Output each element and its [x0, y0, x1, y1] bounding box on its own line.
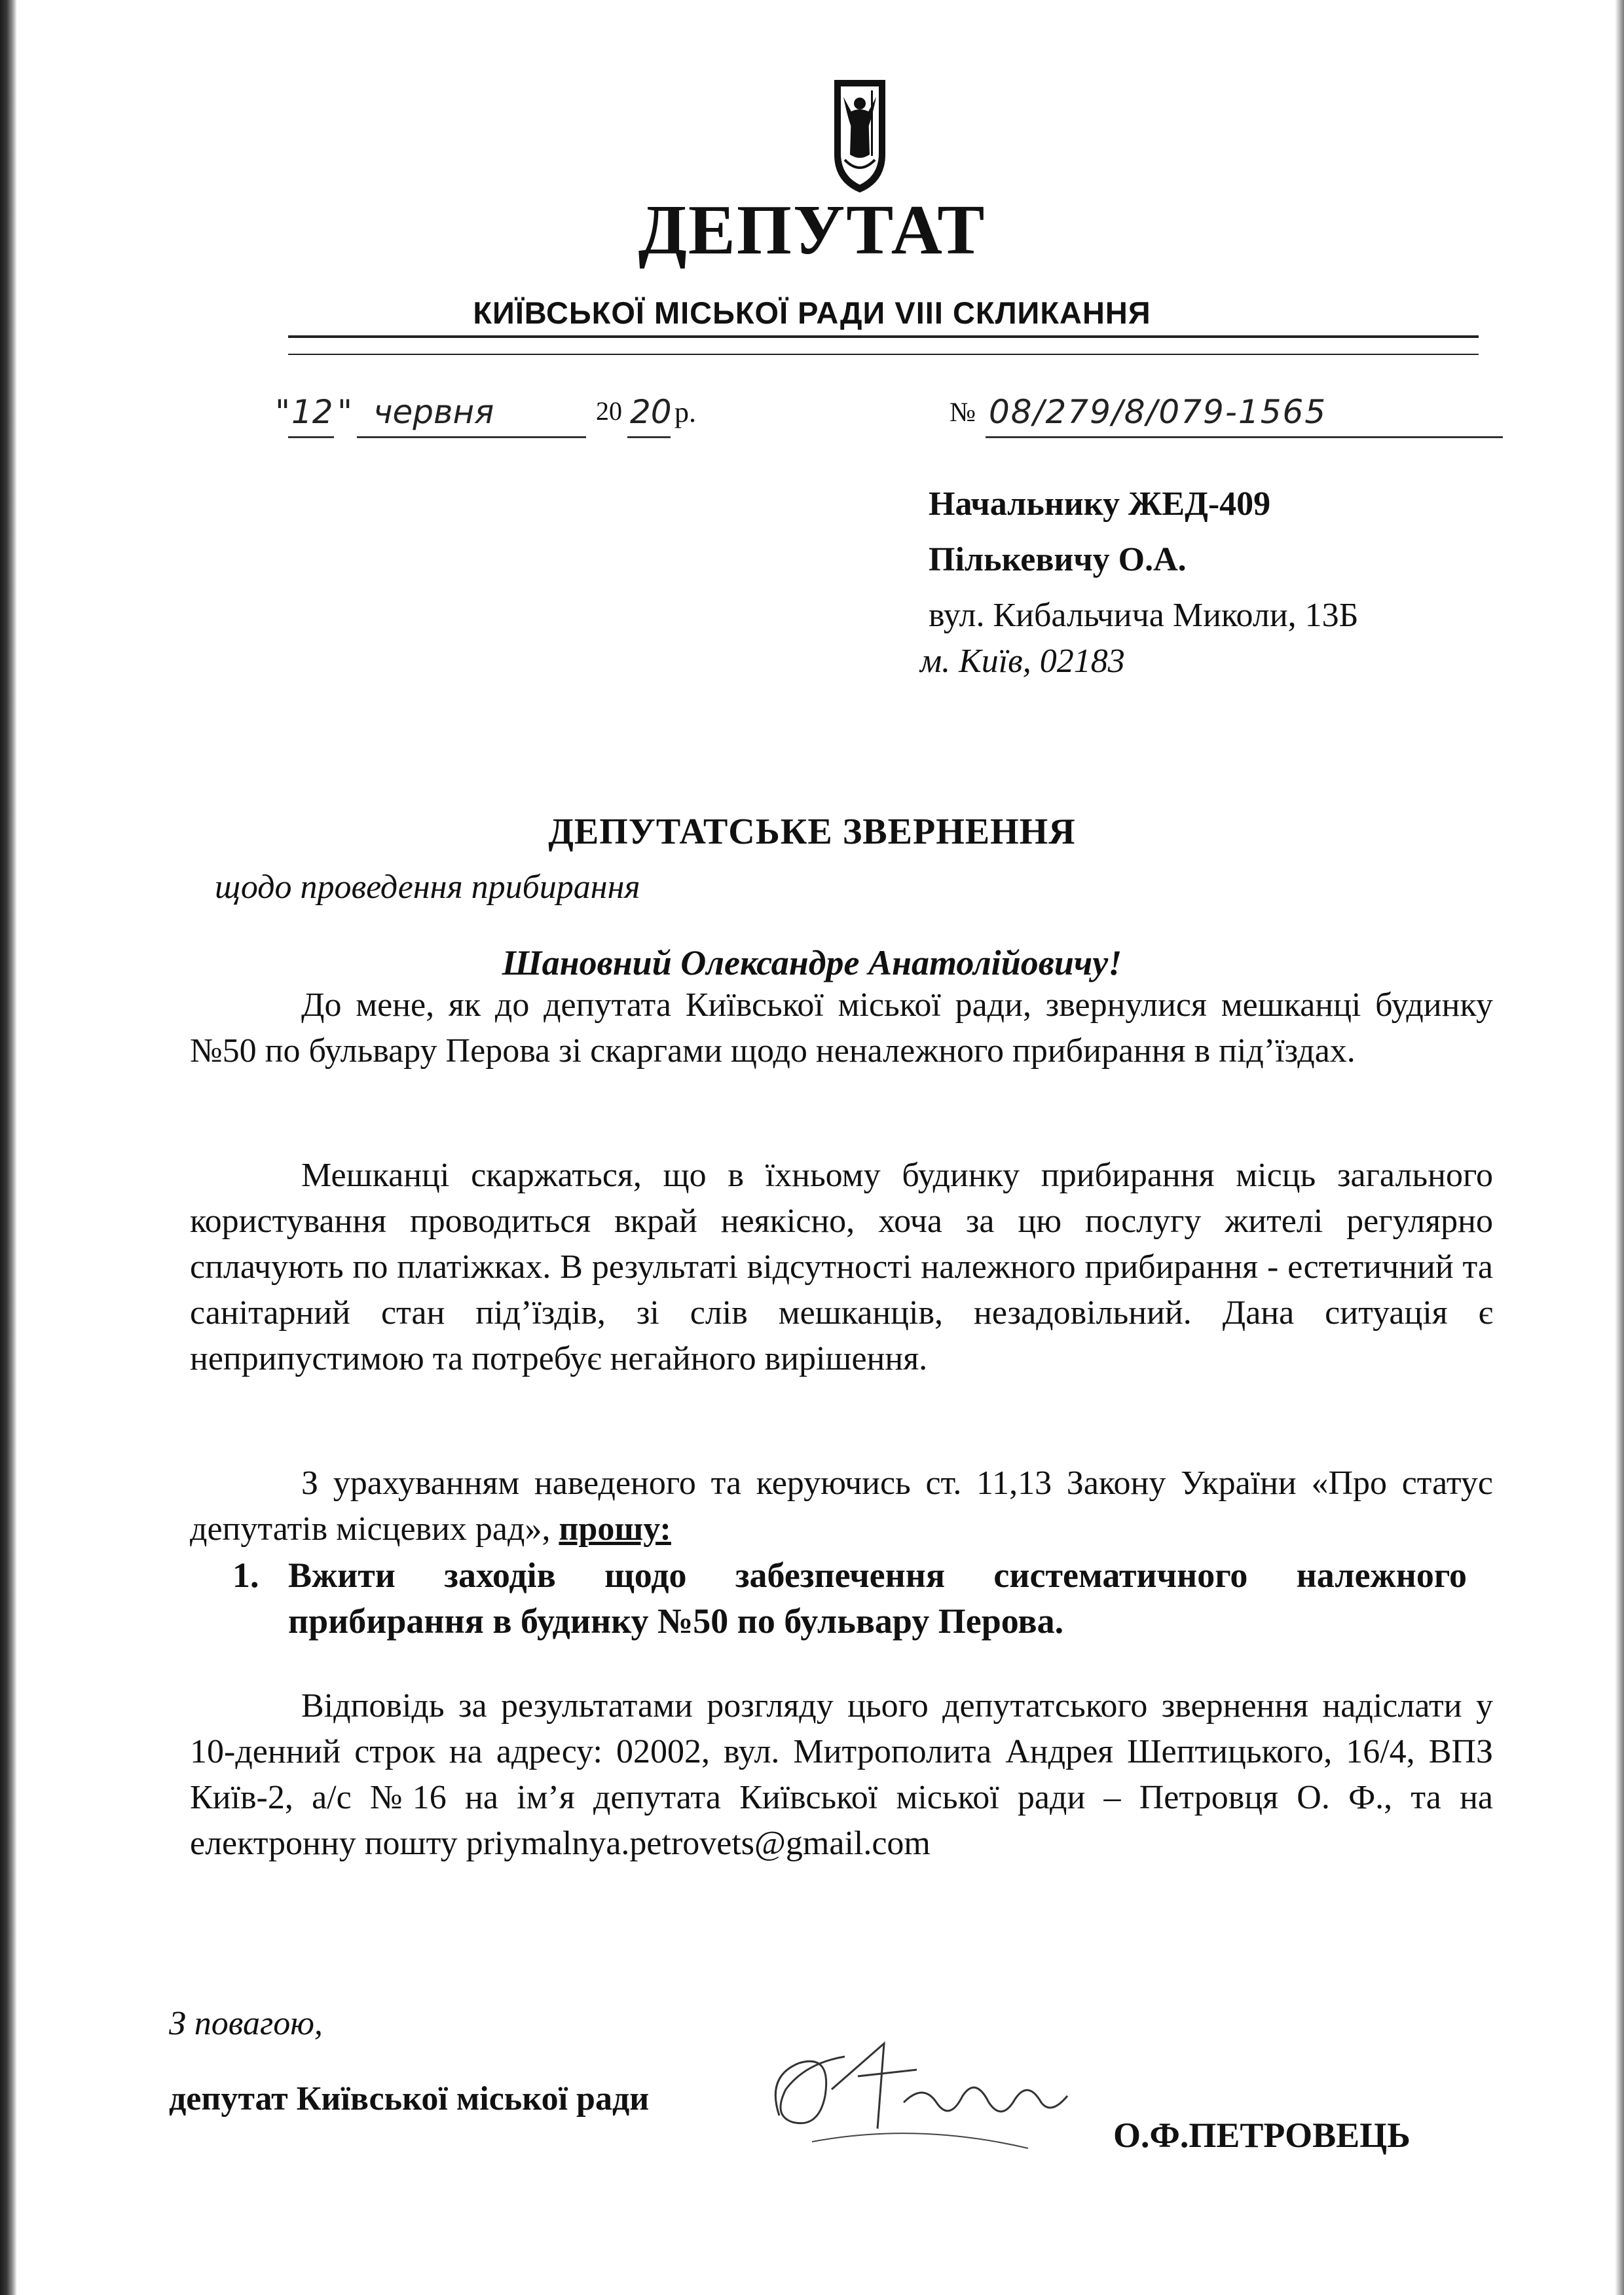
date-year-suffix: 20 [630, 393, 672, 431]
handwritten-signature [753, 2017, 1094, 2174]
date-year-mark: р. [674, 396, 696, 428]
addressee-position: Начальнику ЖЕД-409 [929, 485, 1271, 523]
header-rule-thick [288, 335, 1479, 338]
paragraph-3-text: З урахуванням наведеного та керуючись ст. 11,13 Закону України «Про статус депутатів місцевих рад», [190, 1465, 1493, 1548]
addressee-street: вул. Кибальчича Миколи, 13Б [929, 597, 1359, 634]
reference-underline [986, 436, 1503, 438]
date-close-quote: " [337, 393, 352, 431]
date-month-underline [357, 436, 586, 438]
date-day-underline [288, 436, 334, 438]
paragraph-4: Відповідь за результатами розгляду цього депутатського звернення надіслати у 10-денний строк на адресу: 02002, вул. Митрополита Андрея Шептицького, 16/4, ВПЗ Київ-2, а/с №16 на ім’я депутата Київської міської ради – Петровця О. Ф., та на електронну пошту priymalnya.petrovets@gmail.com [190, 1687, 1493, 1862]
request-label: прошу: [559, 1510, 671, 1548]
list-item-number: 1. [232, 1556, 259, 1595]
scan-edge-left [0, 0, 17, 2295]
kyiv-coat-of-arms-icon [832, 77, 888, 195]
date-month: червня [373, 393, 494, 431]
header-rule-thin [288, 354, 1479, 355]
date-year-prefix: 20 [596, 396, 622, 426]
signature-name: О.Ф.ПЕТРОВЕЦЬ [1113, 2116, 1411, 2155]
document-title: ДЕПУТАТСЬКЕ ЗВЕРНЕННЯ [548, 812, 1076, 852]
addressee-name: Пількевичу О.А. [929, 541, 1187, 578]
signature-regards: З повагою, [169, 2005, 323, 2042]
list-item: Вжити заходів щодо забезпечення систематичного належного прибирання в будинку №50 по бульвару Перова. [288, 1556, 1467, 1641]
date-open-quote: " [275, 393, 290, 431]
paragraph-3 [190, 1461, 1493, 1552]
date-day: 12 [291, 393, 333, 431]
reference-number: 08/279/8/079-1565 [989, 393, 1327, 431]
paragraph-1: До мене, як до депутата Київської міської ради, звернулися мешканці будинку №50 по бульвару Перова зі скаргами щодо неналежного прибирання в під’їздах. [190, 986, 1493, 1070]
header-subtitle: КИЇВСЬКОЇ МІСЬКОЇ РАДИ VIII СКЛИКАННЯ [473, 295, 1151, 330]
greeting: Шановний Олександре Анатолійовичу! [502, 943, 1122, 982]
reference-sign: № [950, 398, 976, 428]
paragraph-2: Мешканці скаржаться, що в їхньому будинку прибирання місць загального користування проводиться вкрай неякісно, хоча за цю послугу жителі регулярно сплачують по платіжках. В результаті відсутності належного прибирання - естетичний та санітарний стан під’їздів, зі слів мешканців, незадовільний. Дана ситуація є неприпустимою та потребує негайного вирішення. [190, 1157, 1493, 1377]
addressee-city: м. Київ, 02183 [920, 643, 1125, 680]
date-year-underline [627, 436, 671, 438]
signature-position: депутат Київської міської ради [169, 2080, 650, 2118]
scan-edge-right [1615, 0, 1624, 2295]
header-title: ДЕПУТАТ [638, 191, 986, 269]
document-subject: щодо проведення прибирання [215, 868, 640, 906]
